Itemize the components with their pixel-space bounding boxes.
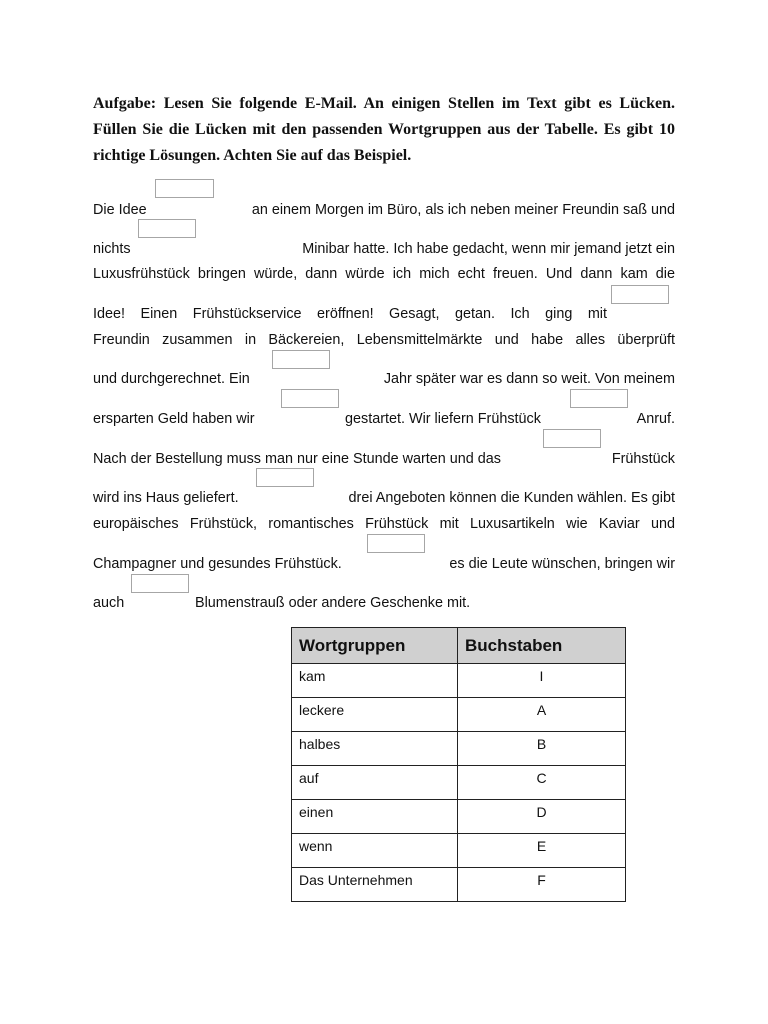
gap-box-10[interactable] [131,574,189,593]
table-row [292,732,626,766]
text-line-8 [93,449,675,469]
gap-box-3[interactable] [611,285,669,304]
gap-box-8[interactable] [256,468,314,487]
table-row [292,766,626,800]
text-fragment: Blumenstrauß oder andere Geschenke mit. [195,595,471,611]
gap-box-1[interactable] [155,179,214,198]
letter-cell: E [458,834,626,868]
text-fragment: Luxusfrühstück bringen würde, dann würde ich mich echt freuen. Und dann kam die [93,266,675,282]
letter-cell: C [458,766,626,800]
text-fragment: Nach der Bestellung muss man nur eine Stunde warten und das [93,451,501,467]
word-cell: wenn [292,834,458,868]
letter-cell: F [458,868,626,902]
text-fragment: Frühstück [611,451,675,467]
text-line-6 [93,369,675,389]
table-row [292,834,626,868]
text-line-4 [93,304,675,324]
text-fragment: es die Leute wünschen, bringen wir [449,556,675,572]
word-cell: einen [292,800,458,834]
table-header-row [292,628,626,664]
word-cell: halbes [292,732,458,766]
text-line-3 [93,264,675,284]
column-header-buchstaben: Buchstaben [458,628,626,664]
gap-box-7[interactable] [543,429,601,448]
letter-cell: I [458,664,626,698]
text-fragment: Champagner und gesundes Frühstück. [93,556,342,572]
text-line-7 [93,409,675,429]
text-fragment: Anruf. [636,411,675,427]
gap-box-6[interactable] [570,389,628,408]
text-line-1 [93,200,675,220]
text-line-12 [93,593,675,613]
text-fragment: Jahr später war es dann so weit. Von meinem [383,371,675,387]
text-fragment: Die Idee [93,202,147,218]
text-fragment: gestartet. Wir liefern Frühstück [345,411,541,427]
table-row [292,868,626,902]
text-fragment: und durchgerechnet. Ein [93,371,250,387]
gap-box-9[interactable] [367,534,425,553]
text-fragment: europäisches Frühstück, romantisches Frühstück mit Luxusartikeln wie Kaviar und [93,516,675,532]
text-line-9 [93,488,675,508]
word-cell: leckere [292,698,458,732]
table-row [292,698,626,732]
letter-cell: B [458,732,626,766]
text-fragment: Idee! Einen Frühstückservice eröffnen! Gesagt, getan. Ich ging mit [93,306,607,322]
gap-box-2[interactable] [138,219,196,238]
text-fragment: nichts [93,241,131,257]
text-line-11 [93,554,675,574]
letter-cell: A [458,698,626,732]
text-line-10 [93,514,675,534]
word-groups-table [291,627,626,902]
word-cell: kam [292,664,458,698]
text-fragment: Minibar hatte. Ich habe gedacht, wenn mir jemand jetzt ein [302,241,675,257]
gap-box-4[interactable] [272,350,330,369]
word-cell: Das Unternehmen [292,868,458,902]
text-line-2 [93,239,675,259]
text-fragment: ersparten Geld haben wir [93,411,255,427]
text-fragment: Freundin zusammen in Bäckereien, Lebensmittelmärkte und habe alles überprüft [93,332,675,348]
table-row [292,664,626,698]
column-header-wortgruppen: Wortgruppen [292,628,458,664]
text-fragment: an einem Morgen im Büro, als ich neben meiner Freundin saß und [251,202,675,218]
task-instructions: Aufgabe: Lesen Sie folgende E-Mail. An einigen Stellen im Text gibt es Lücken. Füllen Sie die Lücken mit den passenden Wortgruppen aus der Tabelle. Es gibt 10 richtige Lösungen. Achten Sie auf das Beispiel. [93,95,675,164]
text-line-5 [93,330,675,350]
gap-box-5[interactable] [281,389,339,408]
word-cell: auf [292,766,458,800]
text-fragment: wird ins Haus geliefert. [93,490,239,506]
text-fragment: auch [93,595,125,611]
text-fragment: drei Angeboten können die Kunden wählen. Es gibt [348,490,675,506]
letter-cell: D [458,800,626,834]
table-row [292,800,626,834]
